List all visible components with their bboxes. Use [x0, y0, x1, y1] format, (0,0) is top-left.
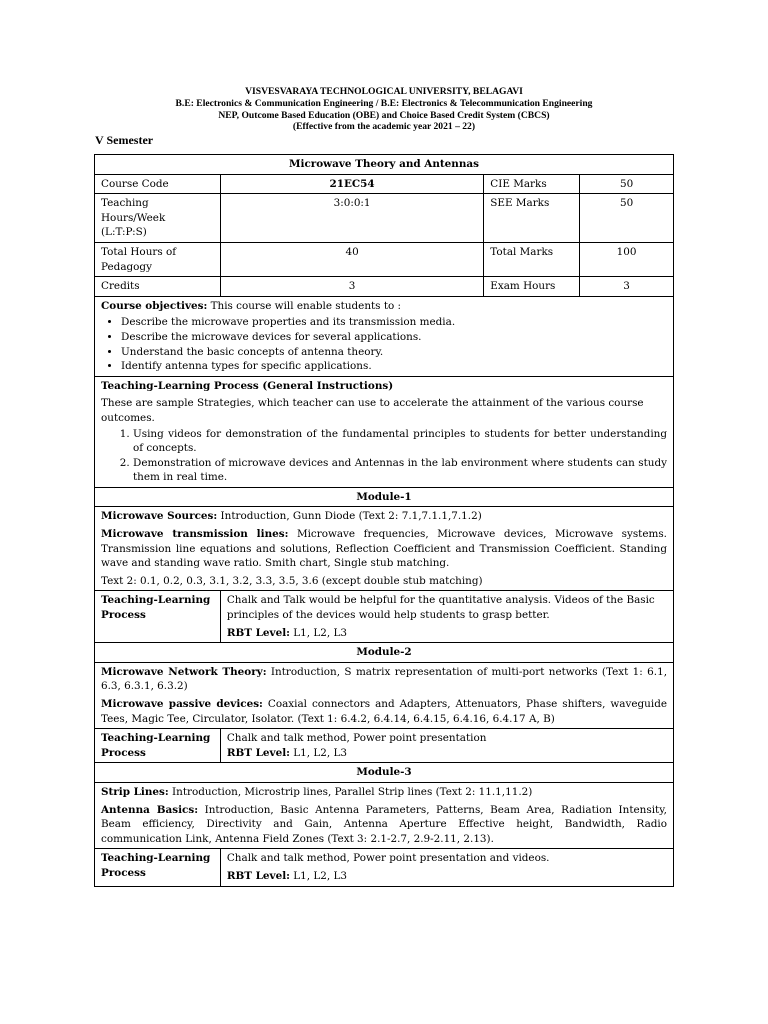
topic-text: Introduction, Gunn Diode (Text 2: 7.1,7.1.1,7.1.2) — [217, 510, 482, 523]
course-row-value2: 100 — [580, 242, 674, 276]
course-row-label: Teaching Hours/Week (L:T:P:S) — [95, 194, 221, 243]
topic-text: Text 2: 0.1, 0.2, 0.3, 3.1, 3.2, 3.3, 3.5, 3.6 (except double stub matching) — [101, 574, 483, 587]
module-content — [95, 507, 674, 591]
objectives-heading: Course objectives: — [101, 299, 208, 312]
objectives-intro: This course will enable students to : — [207, 299, 402, 312]
course-row — [95, 174, 674, 194]
module-tlp-content — [220, 729, 673, 763]
course-row-label: Credits — [95, 277, 221, 297]
topic-heading: Microwave Network Theory: — [101, 665, 267, 678]
module-tlp-label: Teaching-Learning Process — [95, 729, 221, 763]
rbt-value: L1, L2, L3 — [289, 626, 348, 639]
list-item: • Identify antenna types for specific applications. — [121, 359, 667, 374]
course-row — [95, 242, 674, 276]
topic-heading: Microwave transmission lines: — [101, 528, 289, 541]
university-name: VISVESVARAYA TECHNOLOGICAL UNIVERSITY, BELAGAVI — [245, 86, 523, 97]
course-row — [95, 194, 674, 243]
course-row-value2: 50 — [580, 194, 674, 243]
tlp-list — [101, 427, 667, 485]
tlp-text: Chalk and talk method, Power point presentation and videos. — [226, 852, 550, 865]
topic-text: Introduction, Basic Antenna Parameters, Patterns, Beam Area, Radiation Intensity, Beam efficiency, Directivity and Gain, Antenna Aperture Effective height, Bandwidth, Radio communication Link, Antenna Field Zones (Text 3: 2.1-2.7, 2.9-2.11, 2.13). — [101, 803, 667, 845]
topic-heading: Strip Lines: — [101, 785, 169, 798]
topic-heading: Microwave Sources: — [101, 510, 218, 523]
course-row-value: 40 — [220, 242, 483, 276]
course-row-value2: 50 — [580, 174, 674, 194]
module-title: Module-2 — [95, 643, 674, 663]
course-row-label2: Exam Hours — [484, 277, 580, 297]
topic-text: Microwave frequencies, Microwave devices, Microwave systems. Transmission line equations and solutions, Reflection Coefficient and Transmission Coefficient. Standing wave and standing wave ratio. Smith chart, Single stub matching. — [101, 528, 667, 570]
module-content — [95, 782, 674, 848]
objectives-list — [101, 315, 667, 373]
document-header — [0, 86, 768, 133]
topic-heading: Antenna Basics: — [101, 803, 199, 816]
rbt-label: RBT Level: — [226, 626, 290, 639]
course-objectives — [95, 296, 674, 376]
course-table — [94, 154, 674, 887]
course-row-value: 21EC54 — [220, 174, 483, 194]
tlp-heading: Teaching-Learning Process (General Instructions) — [101, 379, 394, 392]
topic-heading: Microwave passive devices: — [101, 698, 263, 710]
course-row — [95, 277, 674, 297]
rbt-value: L1, L2, L3 — [289, 746, 348, 759]
rbt-value: L1, L2, L3 — [289, 869, 348, 882]
module-title: Module-1 — [95, 487, 674, 507]
teaching-learning-process-general — [95, 376, 674, 487]
semester-label: V Semester — [95, 133, 154, 147]
module-content — [95, 662, 674, 728]
effective-year: (Effective from the academic year 2021 – 22) — [292, 121, 476, 133]
course-row-label: Course Code — [95, 174, 221, 194]
course-title: Microwave Theory and Antennas — [95, 155, 674, 175]
topic-text: Introduction, Microstrip lines, Parallel Strip lines (Text 2: 11.1,11.2) — [168, 785, 533, 798]
programme-name: B.E: Electronics & Communication Engineering / B.E: Electronics & Telecommunication Engineering — [175, 97, 593, 109]
tlp-intro: These are sample Strategies, which teacher can use to accelerate the attainment of the various course outcomes. — [101, 397, 644, 424]
module-tlp-label: Teaching-Learning Process — [95, 591, 221, 643]
module-tlp-label: Teaching-Learning Process — [95, 849, 221, 886]
module-tlp-content — [220, 849, 673, 886]
module-tlp-content — [220, 591, 673, 643]
course-row-value2: 3 — [580, 277, 674, 297]
list-item: 2. Demonstration of microwave devices and Antennas in the lab environment where students can study them in real time. — [133, 456, 667, 485]
course-row-label: Total Hours of Pedagogy — [95, 242, 221, 276]
rbt-label: RBT Level: — [226, 746, 290, 759]
course-row-label2: SEE Marks — [484, 194, 580, 243]
course-row-label2: CIE Marks — [484, 174, 580, 194]
list-item: 1. Using videos for demonstration of the fundamental principles to students for better understanding of concepts. — [133, 427, 667, 456]
list-item: • Describe the microwave devices for several applications. — [121, 330, 667, 345]
tlp-text: Chalk and talk method, Power point presentation — [226, 732, 487, 745]
topic-text: Introduction, S matrix representation of multi-port networks (Text 1: 6.1, 6.3, 6.3.1, 6.3.2) — [101, 665, 667, 693]
tlp-text: Chalk and Talk would be helpful for the quantitative analysis. Videos of the Basic principles of the devices would help students to grasp better. — [226, 594, 655, 622]
list-item: • Describe the microwave properties and its transmission media. — [121, 315, 667, 330]
rbt-label: RBT Level: — [226, 869, 290, 882]
course-row-value: 3 — [220, 277, 483, 297]
list-item: • Understand the basic concepts of antenna theory. — [121, 345, 667, 360]
course-row-label2: Total Marks — [484, 242, 580, 276]
scheme-name: NEP, Outcome Based Education (OBE) and Choice Based Credit System (CBCS) — [218, 109, 550, 121]
topic-text: Coaxial connectors and Adapters, Attenuators, Phase shifters, waveguide Tees, Magic Tee, Circulator, Isolator. (Text 1: 6.4.2, 6.4.14, 6.4.15, 6.4.16, 6.4.17 A, B) — [101, 698, 667, 725]
course-row-value: 3:0:0:1 — [220, 194, 483, 243]
module-title: Module-3 — [95, 763, 674, 783]
